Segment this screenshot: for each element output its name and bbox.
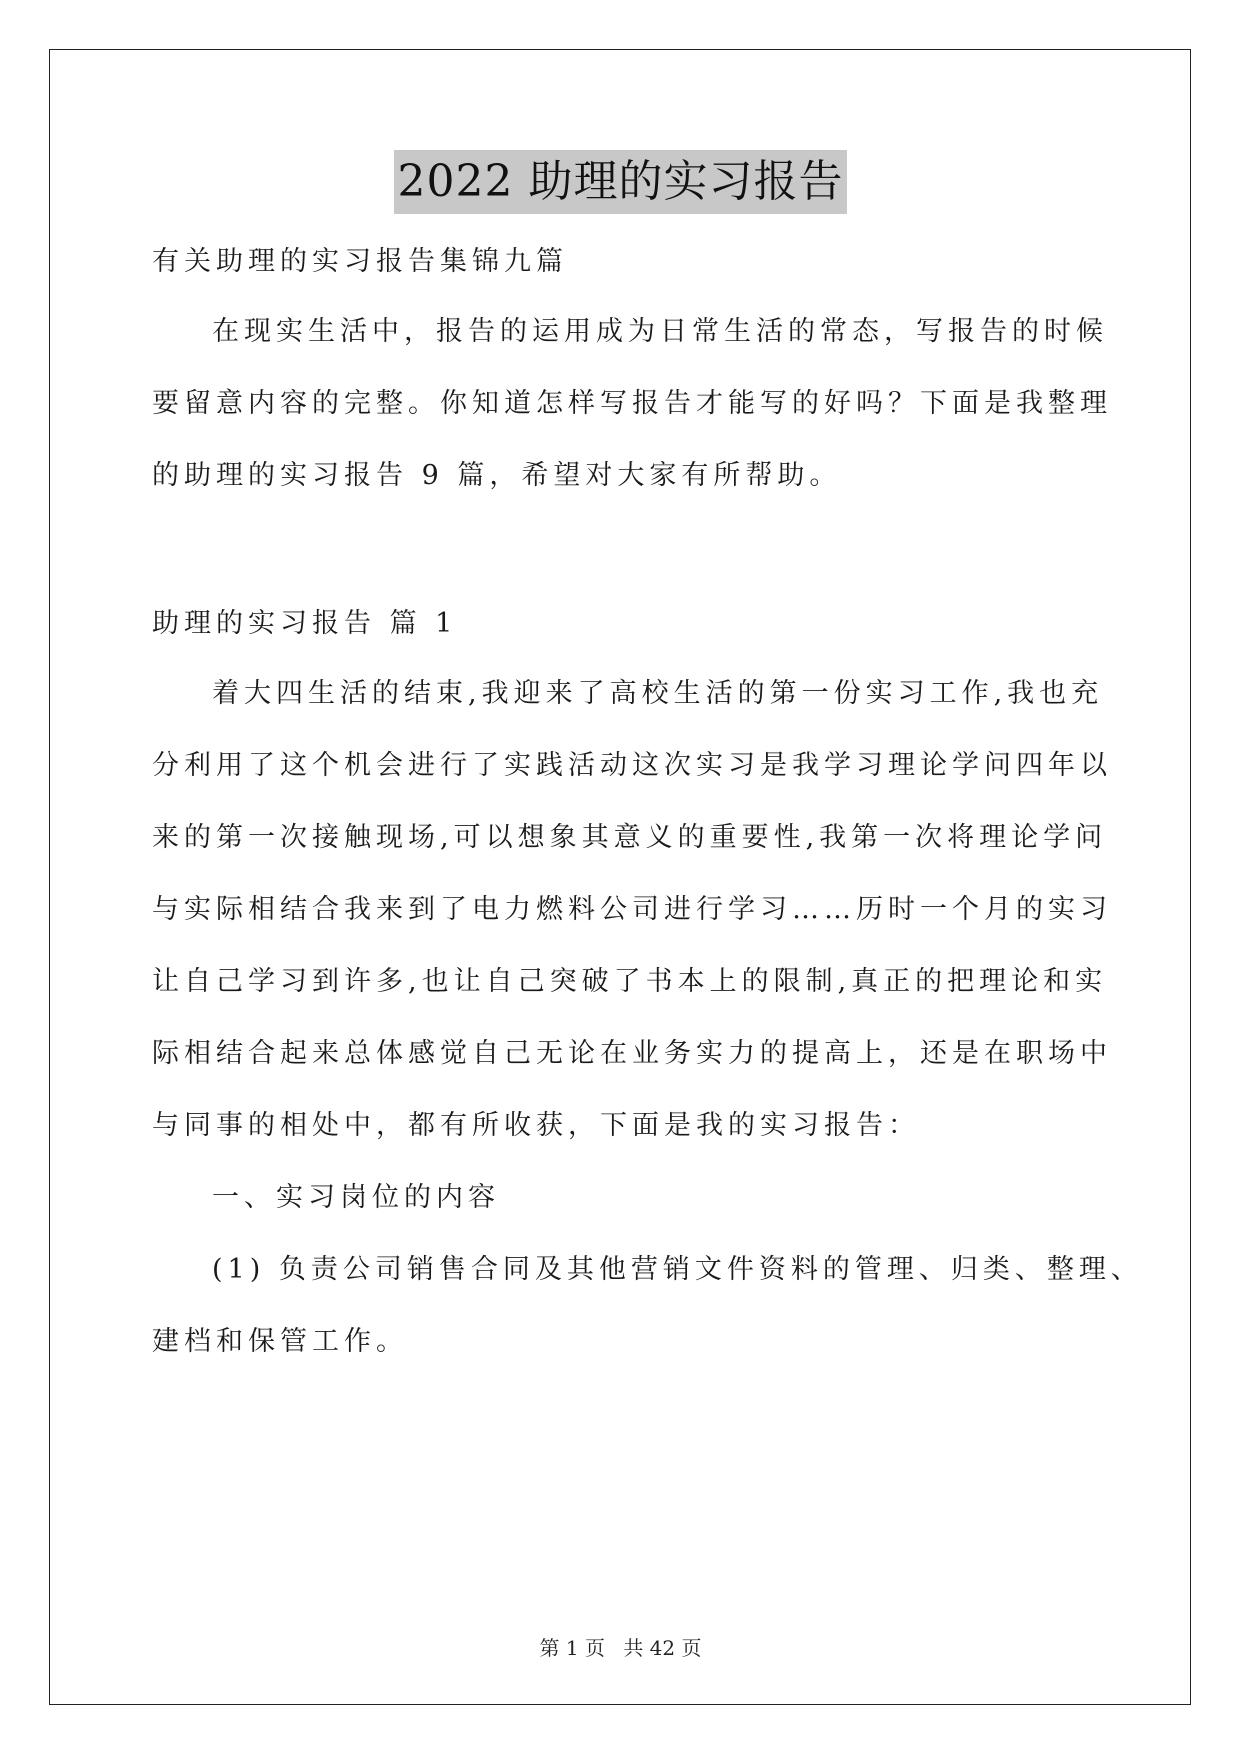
page-footer: [0, 1634, 1241, 1662]
page-border: [49, 49, 1191, 1705]
page-total: 共 42 页: [623, 1636, 702, 1660]
paragraph-line: 让自己学习到许多,也让自己突破了书本上的限制,真正的把理论和实: [152, 966, 1108, 997]
document-title: 2022 助理的实习报告: [394, 150, 848, 214]
section-heading: 助理的实习报告 篇 1: [152, 608, 458, 639]
paragraph-line: 着大四生活的结束,我迎来了高校生活的第一份实习工作,我也充: [212, 678, 1104, 709]
paragraph-line: 要留意内容的完整。你知道怎样写报告才能写的好吗？下面是我整理: [152, 388, 1112, 419]
paragraph-line: 与实际相结合我来到了电力燃料公司进行学习……历时一个月的实习: [152, 894, 1112, 925]
title-container: [0, 150, 1241, 214]
paragraph-line: 际相结合起来总体感觉自己无论在业务实力的提高上，还是在职场中: [152, 1038, 1112, 1069]
paragraph-line: 分利用了这个机会进行了实践活动这次实习是我学习理论学问四年以: [152, 750, 1112, 781]
subsection-heading: 一、实习岗位的内容: [212, 1182, 500, 1213]
paragraph-line: 与同事的相处中，都有所收获，下面是我的实习报告：: [152, 1110, 920, 1141]
paragraph-line: 在现实生活中，报告的运用成为日常生活的常态，写报告的时候: [212, 316, 1108, 347]
paragraph-line: 建档和保管工作。: [152, 1326, 408, 1357]
page-number: 第 1 页: [539, 1636, 605, 1660]
subtitle: 有关助理的实习报告集锦九篇: [152, 246, 568, 277]
paragraph-line: 来的第一次接触现场,可以想象其意义的重要性,我第一次将理论学问: [152, 822, 1108, 853]
paragraph-line: 的助理的实习报告 9 篇，希望对大家有所帮助。: [152, 460, 842, 491]
paragraph-line: (1) 负责公司销售合同及其他营销文件资料的管理、归类、整理、: [212, 1254, 1143, 1285]
